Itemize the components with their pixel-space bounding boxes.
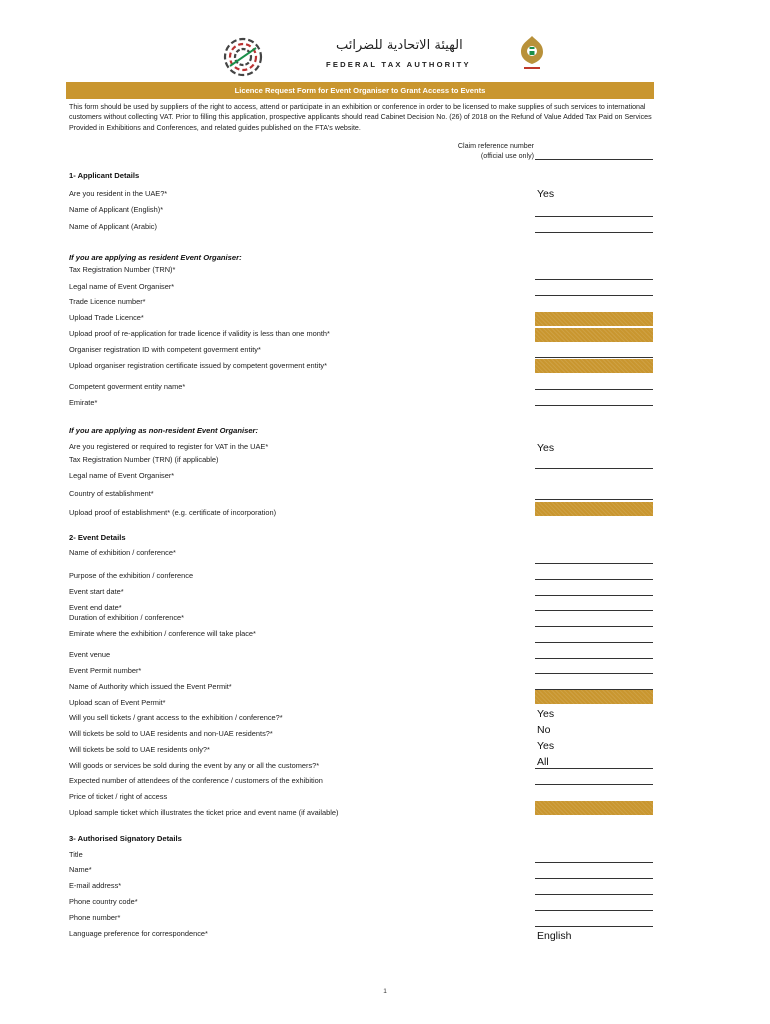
signatory-name-label: Name* [69,865,92,874]
permit-authority-label: Name of Authority which issued the Event Permit* [69,682,232,691]
uae-residents-only-answer[interactable]: Yes [537,740,555,752]
event-purpose-label: Purpose of the exhibition / conference [69,571,194,580]
resident-emirate-field[interactable] [535,405,653,406]
page-number: 1 [383,988,387,995]
event-venue-field[interactable] [535,658,653,659]
signatory-title-field[interactable] [535,862,653,863]
phone-country-code-label: Phone country code* [69,897,138,906]
country-establishment-label: Country of establishment* [69,489,154,498]
resident-answer[interactable]: Yes [537,188,555,200]
signatory-title-label: Title [69,850,83,859]
upload-registration-certificate-label: Upload organiser registration certificate issued by competent goverment entity* [69,361,327,370]
goods-services-answer[interactable]: All [537,756,549,768]
nonresident-trn-field[interactable] [535,468,653,469]
claim-reference-label [430,141,534,161]
upload-trade-licence-label: Upload Trade Licence* [69,313,144,322]
signatory-section-heading: 3- Authorised Signatory Details [69,834,182,843]
trade-licence-number-label: Trade Licence number* [69,297,146,306]
event-name-label: Name of exhibition / conference* [69,548,176,557]
form-title: Licence Request Form for Event Organiser to Grant Access to Events [66,82,654,99]
vat-registration-question: Are you registered or required to register for VAT in the UAE* [69,442,269,451]
organiser-registration-id-label: Organiser registration ID with competent goverment entity* [69,345,261,354]
event-end-label: Event end date* [69,603,122,612]
fta-logo-icon [222,36,264,78]
phone-country-code-field[interactable] [535,910,653,911]
organiser-registration-id-field[interactable] [535,357,653,358]
reapplication-upload[interactable] [535,328,653,342]
event-duration-field[interactable] [535,626,653,627]
upload-event-permit-label: Upload scan of Event Permit* [69,698,166,707]
claim-reference-field[interactable] [535,159,653,160]
language-preference-label: Language preference for correspondence* [69,929,208,938]
trade-licence-upload[interactable] [535,312,653,326]
sell-tickets-answer[interactable]: Yes [537,708,555,720]
fta-english-name: FEDERAL TAX AUTHORITY [326,60,471,69]
event-permit-upload[interactable] [535,690,653,704]
claim-ref-line1: Claim reference number [457,142,534,150]
nonresident-legal-name-label: Legal name of Event Organiser* [69,471,175,480]
uae-emblem-icon [518,34,546,74]
form-intro: This form should be used by suppliers of the right to access, attend or participate in an exhibition or conference in order to be licensed to make supplies of such services to international customers without collecting VAT. Prior to filling this application, prospective applicants should read Cabinet Decision No. (26) of 2018 on the Refund of Value Added Tax Paid on Services Provided in Exhibitions and Conferences, and related guides published on the FTA's website. [69,103,652,132]
signatory-email-label: E-mail address* [69,881,122,890]
phone-number-label: Phone number* [69,913,121,922]
resident-legal-name-label: Legal name of Event Organiser* [69,282,175,291]
resident-trn-label: Tax Registration Number (TRN)* [69,265,176,274]
goods-services-question: Will goods or services be sold during the event by any or all the customers?* [69,761,320,770]
event-permit-number-field[interactable] [535,673,653,674]
event-end-field[interactable] [535,610,653,611]
upload-reapplication-label: Upload proof of re-application for trade licence if validity is less than one month* [69,329,330,338]
event-permit-number-label: Event Permit number* [69,666,142,675]
applicant-name-ar-field[interactable] [535,232,653,233]
language-preference-answer[interactable]: English [537,930,572,942]
event-name-field[interactable] [535,563,653,564]
country-establishment-field[interactable] [535,499,653,500]
resident-trn-field[interactable] [535,279,653,280]
nonresident-organiser-heading: If you are applying as non-resident Event Organiser: [69,426,259,435]
proof-establishment-upload[interactable] [535,502,653,516]
signatory-name-field[interactable] [535,878,653,879]
event-venue-label: Event venue [69,650,111,659]
vat-registration-answer[interactable]: Yes [537,442,555,454]
competent-entity-name-field[interactable] [535,389,653,390]
expected-attendees-label: Expected number of attendees of the conference / customers of the exhibition [69,776,323,785]
expected-attendees-field[interactable] [535,784,653,785]
event-start-label: Event start date* [69,587,124,596]
applicant-name-en-field[interactable] [535,216,653,217]
registration-certificate-upload[interactable] [535,359,653,373]
nonresident-trn-label: Tax Registration Number (TRN) (if applicable) [69,455,219,464]
sell-tickets-question: Will you sell tickets / grant access to the exhibition / conference?* [69,713,283,722]
competent-entity-name-label: Competent goverment entity name* [69,382,186,391]
signatory-email-field[interactable] [535,894,653,895]
resident-question: Are you resident in the UAE?* [69,189,168,198]
applicant-name-en-label: Name of Applicant (English)* [69,205,164,214]
applicant-section-heading: 1- Applicant Details [69,171,140,180]
resident-legal-name-field[interactable] [535,295,653,296]
resident-organiser-heading: If you are applying as resident Event Organiser: [69,253,242,262]
claim-ref-line2: (official use only) [480,152,534,160]
both-residents-answer[interactable]: No [537,724,551,736]
upload-sample-ticket-label: Upload sample ticket which illustrates the ticket price and event name (if available) [69,808,339,817]
applicant-name-ar-label: Name of Applicant (Arabic) [69,222,157,231]
fta-arabic-name: الهيئة الاتحادية للضرائب [336,38,463,53]
resident-emirate-label: Emirate* [69,398,98,407]
goods-services-field[interactable] [535,768,653,769]
ticket-price-label: Price of ticket / right of access [69,792,168,801]
event-emirate-field[interactable] [535,642,653,643]
phone-number-field[interactable] [535,926,653,927]
event-duration-label: Duration of exhibition / conference* [69,613,185,622]
uae-residents-only-question: Will tickets be sold to UAE residents only?* [69,745,210,754]
event-purpose-field[interactable] [535,579,653,580]
event-start-field[interactable] [535,595,653,596]
event-emirate-label: Emirate where the exhibition / conference will take place* [69,629,256,638]
sample-ticket-upload[interactable] [535,801,653,815]
both-residents-question: Will tickets be sold to UAE residents and non-UAE residents?* [69,729,273,738]
event-section-heading: 2- Event Details [69,533,126,542]
upload-proof-establishment-label: Upload proof of establishment* (e.g. certificate of incorporation) [69,508,277,517]
